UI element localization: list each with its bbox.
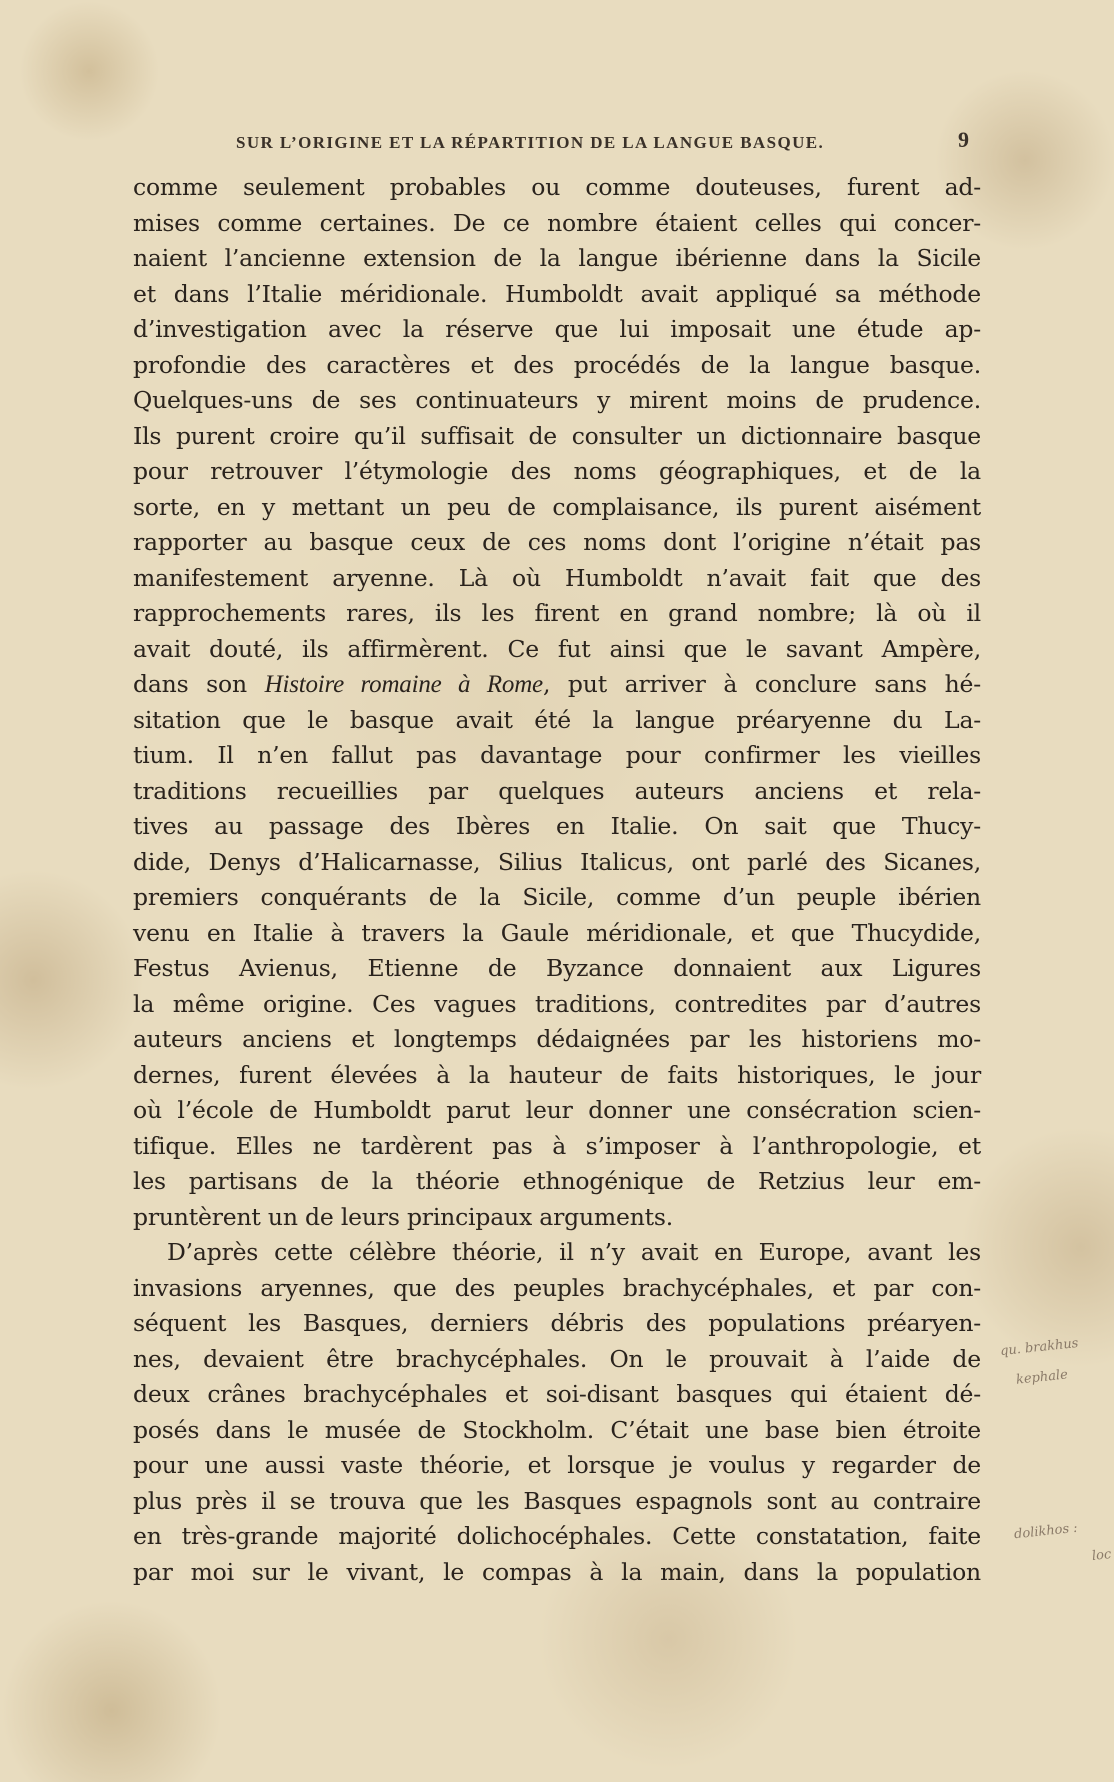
line-text: rapprochements rares, ils les firent en grand nombre; là où il bbox=[133, 599, 981, 627]
text-line bbox=[133, 987, 981, 1023]
text-line bbox=[133, 1200, 981, 1236]
line-text: profondie des caractères et des procédés de la langue basque. bbox=[133, 350, 981, 379]
body-text bbox=[133, 170, 981, 1590]
line-text: où l’école de Humboldt parut leur donner une consécration scien- bbox=[133, 1096, 981, 1124]
text-line bbox=[133, 277, 981, 313]
line-text: deux crânes brachycéphales et soi-disant basques qui étaient dé- bbox=[133, 1380, 981, 1408]
marginal-note: loc bbox=[1091, 1547, 1112, 1564]
text-line bbox=[133, 525, 981, 561]
text-line bbox=[133, 1555, 981, 1591]
page-number: 9 bbox=[958, 127, 969, 152]
text-line bbox=[133, 206, 981, 242]
line-text: invasions aryennes, que des peuples brachycéphales, et par con- bbox=[133, 1273, 981, 1302]
marginal-note: dolikhos : bbox=[1013, 1520, 1079, 1543]
text-line bbox=[133, 170, 981, 206]
line-text: Ils purent croire qu’il suffisait de consulter un dictionnaire basque bbox=[133, 421, 981, 450]
line-text: , put arriver à conclure sans hé- bbox=[542, 670, 981, 698]
line-text: pour retrouver l’étymologie des noms géographiques, et de la bbox=[133, 457, 981, 485]
line-text: Quelques-uns de ses continuateurs y mirent moins de prudence. bbox=[133, 386, 981, 414]
text-line bbox=[133, 632, 981, 668]
line-text: dernes, furent élevées à la hauteur de faits historiques, le jour bbox=[133, 1060, 981, 1089]
running-head: SUR L’ORIGINE ET LA RÉPARTITION DE LA LANGUE BASQUE. bbox=[236, 133, 825, 152]
marginal-note: qu. brakhus bbox=[999, 1335, 1080, 1360]
text-line bbox=[133, 312, 981, 348]
text-line bbox=[133, 1022, 981, 1058]
line-text: sitation que le basque avait été la langue préaryenne du La- bbox=[133, 705, 981, 734]
text-line bbox=[133, 667, 981, 703]
italic-title: Histoire romaine à Rome bbox=[264, 671, 543, 698]
line-text: par moi sur le vivant, le compas à la main, dans la population bbox=[133, 1557, 981, 1586]
line-text: rapporter au basque ceux de ces noms dont l’origine n’était pas bbox=[133, 528, 981, 556]
line-text: d’investigation avec la réserve que lui imposait une étude ap- bbox=[133, 315, 981, 343]
text-line bbox=[133, 1235, 981, 1271]
line-text: Festus Avienus, Etienne de Byzance donnaient aux Ligures bbox=[133, 954, 981, 982]
text-line bbox=[133, 774, 981, 810]
line-text: venu en Italie à travers la Gaule méridionale, et que Thucydide, bbox=[133, 918, 981, 947]
line-text: séquent les Basques, derniers débris des populations préaryen- bbox=[133, 1309, 981, 1337]
text-line bbox=[133, 1129, 981, 1165]
text-line bbox=[133, 1164, 981, 1200]
text-line bbox=[133, 454, 981, 490]
text-line bbox=[133, 419, 981, 455]
line-text: et dans l’Italie méridionale. Humboldt avait appliqué sa méthode bbox=[133, 279, 981, 308]
line-text: dide, Denys d’Halicarnasse, Silius Italicus, ont parlé des Sicanes, bbox=[133, 847, 981, 876]
text-line bbox=[133, 596, 981, 632]
line-text: la même origine. Ces vagues traditions, contredites par d’autres bbox=[133, 989, 981, 1018]
line-text: pour une aussi vaste théorie, et lorsque je voulus y regarder de bbox=[133, 1451, 981, 1479]
text-line bbox=[133, 1342, 981, 1378]
line-text: premiers conquérants de la Sicile, comme d’un peuple ibérien bbox=[133, 883, 981, 911]
line-text: tium. Il n’en fallut pas davantage pour confirmer les vieilles bbox=[133, 741, 981, 769]
text-line bbox=[133, 1058, 981, 1094]
text-line bbox=[133, 845, 981, 881]
line-text: posés dans le musée de Stockholm. C’était une base bien étroite bbox=[133, 1415, 981, 1444]
text-line bbox=[133, 383, 981, 419]
line-text: plus près il se trouva que les Basques espagnols sont au contraire bbox=[133, 1486, 981, 1515]
text-line bbox=[133, 1413, 981, 1449]
line-text: nes, devaient être brachycéphales. On le prouvait à l’aide de bbox=[133, 1344, 981, 1373]
line-text: tives au passage des Ibères en Italie. On sait que Thucy- bbox=[133, 812, 981, 840]
text-line bbox=[133, 561, 981, 597]
line-text: comme seulement probables ou comme douteuses, furent ad- bbox=[133, 173, 981, 201]
text-line bbox=[133, 703, 981, 739]
line-text: naient l’ancienne extension de la langue ibérienne dans la Sicile bbox=[133, 244, 981, 272]
text-line bbox=[133, 809, 981, 845]
text-line bbox=[133, 241, 981, 277]
text-line bbox=[133, 490, 981, 526]
text-line bbox=[133, 1448, 981, 1484]
text-line bbox=[133, 880, 981, 916]
line-text: sorte, en y mettant un peu de complaisance, ils purent aisément bbox=[133, 492, 981, 521]
text-line bbox=[133, 951, 981, 987]
line-text: dans son bbox=[133, 670, 265, 698]
line-text: traditions recueillies par quelques auteurs anciens et rela- bbox=[133, 776, 981, 805]
text-line bbox=[133, 1093, 981, 1129]
text-line bbox=[133, 1377, 981, 1413]
text-line bbox=[133, 1306, 981, 1342]
line-text: avait douté, ils affirmèrent. Ce fut ainsi que le savant Ampère, bbox=[133, 634, 981, 663]
marginal-note: kephale bbox=[1015, 1367, 1069, 1388]
line-text: D’après cette célèbre théorie, il n’y avait en Europe, avant les bbox=[167, 1238, 981, 1266]
text-line bbox=[133, 1484, 981, 1520]
line-text: tifique. Elles ne tardèrent pas à s’imposer à l’anthropologie, et bbox=[133, 1131, 981, 1160]
text-line bbox=[133, 348, 981, 384]
text-line bbox=[133, 738, 981, 774]
line-text: mises comme certaines. De ce nombre étaient celles qui concer- bbox=[133, 208, 981, 237]
text-line bbox=[133, 1271, 981, 1307]
line-text: les partisans de la théorie ethnogénique de Retzius leur em- bbox=[133, 1167, 981, 1195]
text-line bbox=[133, 916, 981, 952]
line-text: pruntèrent un de leurs principaux arguments. bbox=[133, 1202, 674, 1231]
line-text: manifestement aryenne. Là où Humboldt n’avait fait que des bbox=[133, 563, 981, 592]
line-text: en très-grande majorité dolichocéphales. Cette constatation, faite bbox=[133, 1522, 981, 1550]
line-text: auteurs anciens et longtemps dédaignées par les historiens mo- bbox=[133, 1025, 981, 1053]
text-line bbox=[133, 1519, 981, 1555]
